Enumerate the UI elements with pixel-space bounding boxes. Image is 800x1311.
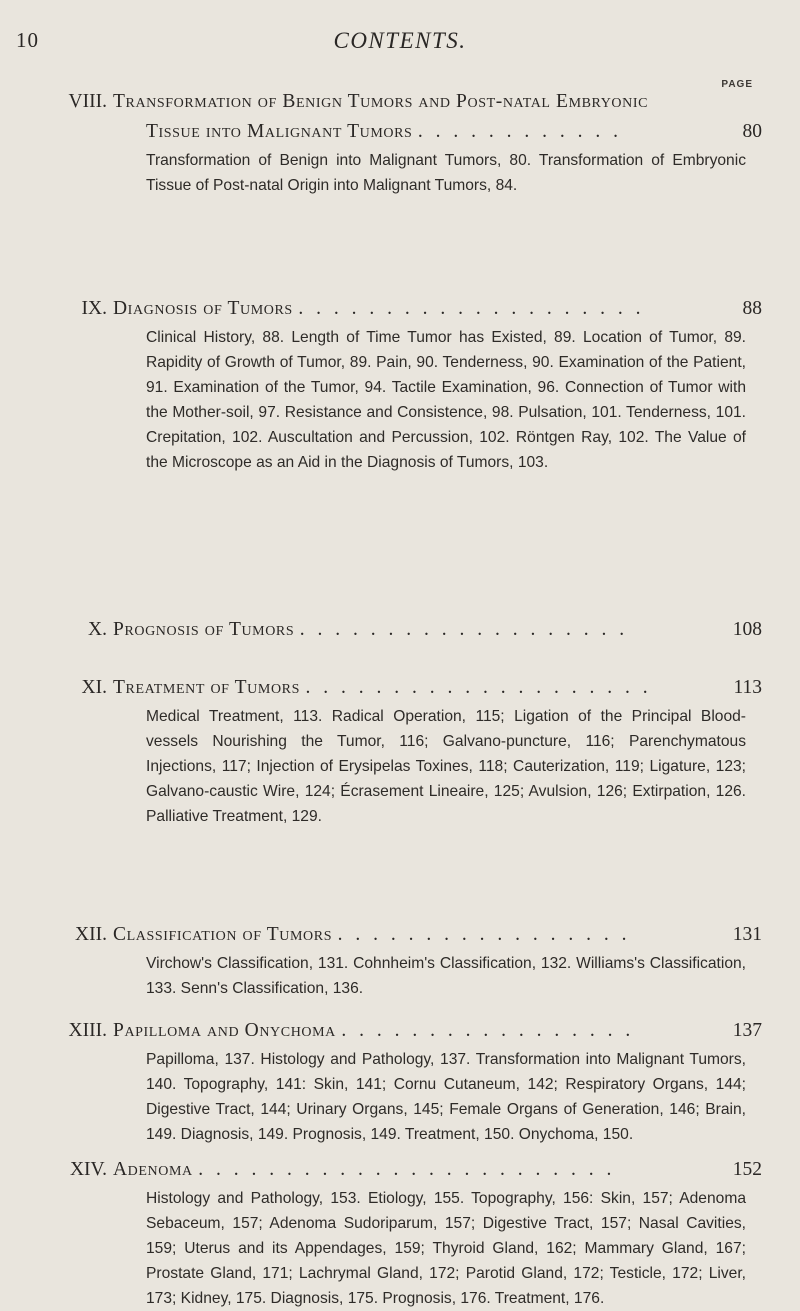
chapter-title: Papilloma and Onychoma [113, 1020, 336, 1041]
chapter-title: Transformation of Benign Tumors and Post-natal Embryonic [113, 91, 649, 112]
chapter-subtopics: Clinical History, 88. Length of Time Tumor has Existed, 89. Location of Tumor, 89. Rapidity of Growth of Tumor, 89. Pain, 90. Tenderness, 90. Examination of the Patient, 91. Examination of the Tumor, 94. Tactile Examination, 96. Connection of Tumor with the Mother-soil, 97. Resistance and Consistence, 98. Pulsation, 101. Tenderness, 101. Crepitation, 102. Auscultation and Percussion, 102. Röntgen Ray, 102. The Value of the Microscope as an Aid in the Diagnosis of Tumors, 103. [146, 329, 746, 471]
dot-leader: . . . . . . . . . . . . . . . . . . . [299, 619, 629, 640]
dot-leader: . . . . . . . . . . . . . . . . . . . . . . . . [198, 1159, 616, 1180]
chapter-page-number: 152 [732, 1159, 762, 1180]
chapter-title: Classification of Tumors [113, 924, 333, 945]
chapter-page-number: 131 [732, 924, 762, 945]
chapter-numeral: XI. [81, 677, 107, 698]
chapter-page-number: 80 [742, 121, 762, 142]
chapter-subtopics: Histology and Pathology, 153. Etiology, 155. Topography, 156: Skin, 157; Adenoma Sebaceum, 157; Adenoma Sudoriparum, 157; Digestive Tract, 157; Nasal Cavities, 159; Uterus and its Appendages, 159; Thyroid Gland, 162; Mammary Gland, 167; Prostate Gland, 171; Lachrymal Gland, 172; Parotid Gland, 172; Testicle, 172; Liver, 173; Kidney, 175. Diagnosis, 175. Prognosis, 176. Treatment, 176. [146, 1190, 746, 1307]
chapter-numeral: XIII. [68, 1020, 107, 1041]
dot-leader: . . . . . . . . . . . . . . . . . [341, 1020, 635, 1041]
dot-leader: . . . . . . . . . . . . . . . . . [337, 924, 631, 945]
page-column-label: PAGE [721, 79, 753, 90]
chapter-numeral: IX. [81, 298, 107, 319]
chapter-title: Adenoma [113, 1159, 193, 1180]
chapter-title: Diagnosis of Tumors [113, 298, 293, 319]
chapter-entry-xiii [0, 1018, 800, 1147]
chapter-title: Prognosis of Tumors [113, 619, 295, 640]
chapter-title: Treatment of Tumors [113, 677, 300, 698]
chapter-subtopics: Transformation of Benign into Malignant Tumors, 80. Transformation of Embryonic Tissue of Post-natal Origin into Malignant Tumors, 84. [146, 152, 746, 194]
chapter-page-number: 88 [742, 298, 762, 319]
chapter-entry-x [0, 617, 800, 643]
chapter-subtopics: Virchow's Classification, 131. Cohnheim's Classification, 132. Williams's Classification, 133. Senn's Classification, 136. [146, 955, 746, 997]
running-title: CONTENTS. [333, 28, 467, 53]
chapter-numeral: X. [88, 619, 107, 640]
dot-leader: . . . . . . . . . . . . . . . . . . . . [305, 677, 652, 698]
dot-leader: . . . . . . . . . . . . [417, 121, 623, 142]
chapter-numeral: VIII. [68, 91, 107, 112]
chapter-title-continued: Tissue into Malignant Tumors [146, 121, 413, 142]
chapter-subtopics: Papilloma, 137. Histology and Pathology, 137. Transformation into Malignant Tumors, 140. Topography, 141: Skin, 141; Cornu Cutaneum, 142; Respiratory Organs, 144; Digestive Tract, 144; Urinary Organs, 145; Female Organs of Generation, 146; Brain, 149. Diagnosis, 149. Prognosis, 149. Treatment, 150. Onychoma, 150. [146, 1051, 746, 1143]
chapter-numeral: XII. [75, 924, 107, 945]
chapter-entry-viii [0, 89, 800, 198]
chapter-entry-xii [0, 922, 800, 1001]
page-header [0, 28, 800, 58]
chapter-entry-ix [0, 296, 800, 475]
chapter-entry-xi [0, 675, 800, 829]
chapter-subtopics: Medical Treatment, 113. Radical Operation, 115; Ligation of the Principal Blood-vessels Nourishing the Tumor, 116; Galvano-puncture, 116; Parenchymatous Injections, 117; Injection of Erysipelas Toxines, 118; Cauterization, 119; Ligature, 123; Galvano-caustic Wire, 124; Écrasement Lineaire, 125; Avulsion, 126; Extirpation, 126. Palliative Treatment, 129. [146, 708, 746, 825]
chapter-page-number: 137 [732, 1020, 762, 1041]
chapter-page-number: 113 [733, 677, 762, 698]
chapter-entry-xiv [0, 1157, 800, 1311]
chapter-numeral: XIV. [69, 1159, 107, 1180]
page-number: 10 [16, 28, 39, 52]
dot-leader: . . . . . . . . . . . . . . . . . . . . [298, 298, 645, 319]
chapter-page-number: 108 [732, 619, 762, 640]
